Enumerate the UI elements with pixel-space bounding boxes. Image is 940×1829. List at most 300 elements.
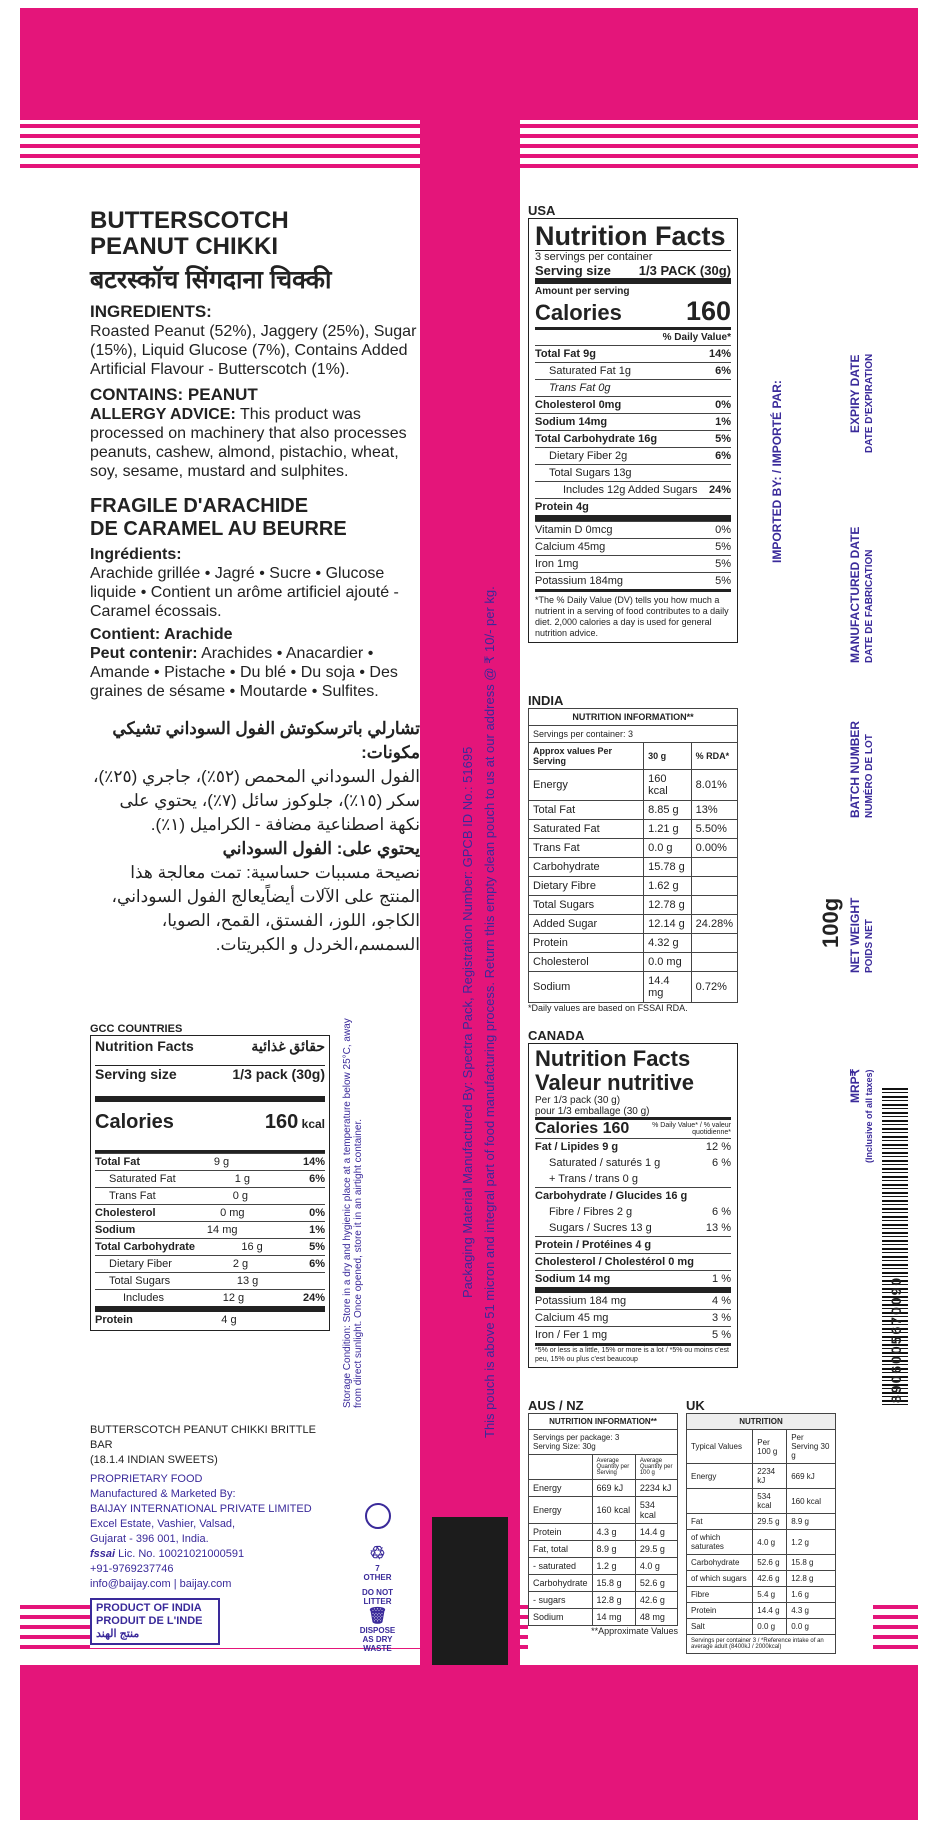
canada-row [535, 1326, 731, 1343]
uk-row [687, 1571, 836, 1587]
aus-row [529, 1592, 678, 1609]
gcc-cell: 12 g [222, 1292, 245, 1304]
recycle-label: OTHER [363, 1573, 392, 1582]
fr-may-text: Arachides • Anacardier • Amande • Pistache • Du blé • Du soja • Des graines de sésame • Moutarde • Sulfites. [90, 645, 398, 700]
gcc-calories-value [265, 1111, 325, 1134]
canada-cell: Saturated / saturés 1 g [549, 1157, 661, 1169]
canada-cell: Iron / Fer 1 mg [535, 1329, 608, 1341]
expiry-label: EXPIRY DATE [848, 354, 862, 433]
uk-cell: 0.0 g [787, 1619, 836, 1635]
usa-row [535, 447, 731, 464]
canada-row [535, 1171, 731, 1187]
india-cell [691, 877, 737, 896]
gcc-section [90, 1023, 330, 1331]
aus-cell: 14.4 g [635, 1524, 677, 1541]
canada-row [535, 1236, 731, 1253]
india-cell: 0.0 g [644, 839, 692, 858]
usa-cell: Total Fat 9g [535, 348, 596, 360]
canada-cell: 13 % [705, 1222, 731, 1234]
canada-per-en: Per 1/3 pack (30 g) [535, 1095, 621, 1106]
recycle-number: 7 [375, 1564, 380, 1573]
usa-footnote: *The % Daily Value (DV) tells you how much a nutrient in a serving of food contributes to a daily diet. 2,000 calories a day is used for general nutrition advice. [535, 589, 731, 639]
usa-dv-header: % Daily Value* [535, 327, 731, 345]
uk-cell: 12.8 g [787, 1571, 836, 1587]
canada-label: CANADA [528, 1028, 585, 1043]
usa-cell: Iron 1mg [535, 558, 579, 570]
uk-cell: 5.4 g [753, 1587, 787, 1603]
gcc-nf-title: Nutrition Facts [95, 1038, 194, 1054]
usa-cell: 24% [708, 484, 731, 496]
uk-cell: 42.6 g [753, 1571, 787, 1587]
origin-ar: منتج الهند [96, 1628, 140, 1640]
net-weight-value: 100g [818, 897, 843, 948]
fssai-license: Lic. No. 10021021000591 [118, 1548, 245, 1560]
india-cell [691, 858, 737, 877]
mrp-label: MRP₹ [848, 1068, 862, 1103]
gcc-row [95, 1170, 325, 1187]
canada-row [535, 1155, 731, 1171]
uk-row [687, 1489, 836, 1514]
gcc-cell: 6% [309, 1173, 325, 1185]
india-cell: Dietary Fibre [529, 877, 644, 896]
aus-cell: - sugars [529, 1592, 593, 1609]
india-cell: 0.0 mg [644, 953, 692, 972]
ingredients-heading: INGREDIENTS: [90, 302, 212, 321]
india-row [529, 953, 738, 972]
india-label: INDIA [528, 693, 564, 708]
aus-cell: Sodium [529, 1609, 593, 1626]
india-head-cell: % RDA* [691, 743, 737, 770]
usa-calories-value: 160 [685, 296, 731, 326]
gcc-serving-label: Serving size [95, 1066, 177, 1082]
usa-cell: Trans Fat 0g [549, 382, 611, 394]
aus-cell: Protein [529, 1524, 593, 1541]
uk-title: NUTRITION [687, 1414, 836, 1430]
india-row [529, 820, 738, 839]
india-servings-row [529, 726, 738, 743]
fr-contains: Contient: Arachide [90, 626, 233, 643]
canada-cell: + Trans / trans 0 g [549, 1173, 638, 1185]
canada-row [535, 1204, 731, 1220]
fr-ingredients: Arachide grillée • Jagré • Sucre • Glucose liquide • Contient un arôme artificiel ajouté - Caramel écossais. [90, 565, 399, 620]
usa-mineral-row [535, 555, 731, 572]
gcc-nf-title-ar: حقائق غذائية [251, 1038, 325, 1054]
india-cell: Total Fat [529, 801, 644, 820]
india-cell: Carbohydrate [529, 858, 644, 877]
mfd-label: MANUFACTURED DATE [848, 526, 862, 663]
aus-cell: 8.9 g [592, 1541, 635, 1558]
contact-email[interactable]: info@baijay.com | baijay.com [90, 1578, 232, 1590]
fr-may-contain [90, 644, 420, 701]
india-row [529, 770, 738, 801]
aus-row [529, 1575, 678, 1592]
recycle-icon: ♲ [369, 1543, 386, 1563]
netwt-label-fr: POIDS NET [864, 919, 875, 973]
usa-cell: 5% [715, 558, 731, 570]
usa-cell: 5% [715, 541, 731, 553]
india-cell: 5.50% [691, 820, 737, 839]
aus-cell: 12.8 g [592, 1592, 635, 1609]
uk-section [686, 1398, 836, 1654]
uk-cell: 8.9 g [787, 1514, 836, 1530]
usa-mineral-row [535, 538, 731, 555]
aus-cell: 4.0 g [635, 1558, 677, 1575]
aus-cell: 14 mg [592, 1609, 635, 1626]
proprietary-food: PROPRIETARY FOOD [90, 1473, 203, 1485]
usa-mineral-row [535, 521, 731, 538]
canada-cell: 5 % [712, 1329, 731, 1341]
uk-cell: 1.2 g [787, 1530, 836, 1555]
gcc-kcal: kcal [301, 1117, 325, 1131]
india-cell [691, 953, 737, 972]
aus-cell: 1.2 g [592, 1558, 635, 1575]
india-head-row [529, 743, 738, 770]
gcc-row [95, 1289, 325, 1306]
aus-meta [529, 1430, 678, 1455]
gcc-rows [95, 1150, 325, 1328]
uk-row [687, 1619, 836, 1635]
gcc-cell: 24% [302, 1292, 325, 1304]
canada-cell: Protein / Protéines 4 g [535, 1239, 652, 1251]
uk-label: UK [686, 1398, 705, 1413]
usa-cell: Sodium 14mg [535, 416, 608, 428]
gcc-cell: 4 g [221, 1314, 237, 1326]
uk-cell: 2234 kJ [753, 1464, 787, 1489]
usa-row [535, 396, 731, 413]
uk-footnote: Servings per container 3 / *Reference intake of an average adult (8400kJ / 2000kcal) [687, 1635, 836, 1654]
usa-label: USA [528, 203, 556, 218]
india-row [529, 801, 738, 820]
gcc-nutrition-facts [90, 1035, 330, 1331]
bin-icon: 🗑 [367, 1608, 388, 1625]
aus-head-row [529, 1455, 678, 1480]
gcc-cell: Cholesterol [95, 1207, 156, 1219]
india-row [529, 934, 738, 953]
india-footnote: *Daily values are based on FSSAI RDA. [528, 1003, 688, 1013]
uk-cell: 4.0 g [753, 1530, 787, 1555]
india-row [529, 972, 738, 1003]
india-table [528, 708, 738, 1003]
canada-calories [535, 1117, 731, 1138]
gcc-cell: 2 g [232, 1258, 249, 1270]
usa-nutrition-facts [528, 218, 738, 643]
gcc-calories-label: Calories [95, 1111, 174, 1133]
aus-title: NUTRITION INFORMATION** [529, 1414, 678, 1430]
aus-section [528, 1398, 678, 1637]
uk-cell: Fibre [687, 1587, 753, 1603]
uk-foot-row [687, 1635, 836, 1654]
veg-mark-icon [365, 1503, 391, 1529]
india-head-cell: 30 g [644, 743, 692, 770]
manufacturer-block [90, 1423, 340, 1645]
usa-cell: Calcium 45mg [535, 541, 606, 553]
uk-row [687, 1587, 836, 1603]
aus-row [529, 1480, 678, 1497]
aus-head-cell [529, 1455, 593, 1480]
gcc-serving-value: 1/3 pack (30g) [232, 1066, 325, 1082]
gcc-cell: 14% [302, 1156, 325, 1168]
usa-mineral-row [535, 572, 731, 589]
aus-row [529, 1497, 678, 1524]
aus-cell: - saturated [529, 1558, 593, 1575]
canada-row [535, 1220, 731, 1236]
aus-row [529, 1609, 678, 1626]
aus-cell: Fat, total [529, 1541, 593, 1558]
seam-text-2: This pouch is above 51 micron and integral part of food manufacturing process. Return this empty clean pouch to us at our address @ ₹ 10/- per kg. [482, 586, 497, 1438]
usa-row [535, 345, 731, 362]
uk-cell: 160 kcal [787, 1489, 836, 1514]
canada-cell: 6 % [712, 1157, 731, 1169]
india-cell [691, 896, 737, 915]
usa-nf-title: Nutrition Facts [535, 221, 726, 251]
aus-size: Serving Size: 30g [533, 1442, 596, 1451]
pack-seam [420, 8, 520, 1820]
canada-nutrition-facts [528, 1043, 738, 1368]
product-title-en [90, 208, 420, 260]
origin-en: PRODUCT OF INDIA [96, 1602, 202, 1614]
barcode-number: 8906005670090 [888, 1275, 904, 1403]
product-title-fr [90, 495, 420, 541]
usa-serving-size [535, 263, 731, 278]
batch-label-fr: NUMÉRO DE LOT [864, 734, 875, 818]
india-row [529, 896, 738, 915]
usa-cell: Total Sugars 13g [549, 467, 632, 479]
aus-cell: Energy [529, 1497, 593, 1524]
canada-cell: Potassium 184 mg [535, 1295, 627, 1307]
india-cell: Protein [529, 934, 644, 953]
uk-cell: Salt [687, 1619, 753, 1635]
mfd-label-fr: DATE DE FABRICATION [864, 549, 875, 663]
fr-title-1: FRAGILE D'ARACHIDE [90, 495, 309, 517]
gcc-nf-titles [95, 1038, 325, 1055]
india-cell: 0.00% [691, 839, 737, 858]
fr-title-2: DE CARAMEL AU BEURRE [90, 518, 347, 540]
usa-row [535, 362, 731, 379]
gcc-cell: Dietary Fiber [109, 1258, 172, 1270]
canada-row [535, 1253, 731, 1270]
canada-row [535, 1138, 731, 1155]
title-line-1: BUTTERSCOTCH [90, 207, 289, 234]
usa-cell: 14% [708, 348, 731, 360]
usa-serving-value: 1/3 PACK (30g) [638, 263, 731, 278]
usa-cell: Potassium 184mg [535, 575, 624, 587]
canada-cell: Cholesterol / Cholestérol 0 mg [535, 1256, 694, 1268]
usa-cell: Total Carbohydrate 16g [535, 433, 658, 445]
canada-cell: 6 % [712, 1206, 731, 1218]
uk-cell: 14.4 g [753, 1603, 787, 1619]
uk-cell: Protein [687, 1603, 753, 1619]
usa-section [528, 203, 738, 643]
canada-cell: 4 % [712, 1295, 731, 1307]
uk-row [687, 1603, 836, 1619]
usa-cell: Vitamin D 0mcg [535, 524, 613, 536]
allergy-heading: ALLERGY ADVICE: [90, 406, 236, 423]
uk-cell: 0.0 g [753, 1619, 787, 1635]
seam-text-1: Packaging Material Manufactured By: Spectra Pack, Registration Number: GPCB ID No.: 51695 [460, 746, 475, 1298]
gcc-cell: 14 mg [206, 1224, 238, 1236]
gcc-row [95, 1204, 325, 1221]
gcc-cell: 6% [309, 1258, 325, 1270]
usa-row [535, 464, 731, 481]
imported-by: IMPORTED BY: / IMPORTÉ PAR: [770, 380, 784, 563]
aus-cell: 2234 kJ [635, 1480, 677, 1497]
uk-cell: 1.6 g [787, 1587, 836, 1603]
usa-cell: 6% [715, 365, 731, 377]
usa-cell: 5% [715, 575, 731, 587]
india-cell: 12.78 g [644, 896, 692, 915]
aus-row [529, 1541, 678, 1558]
gcc-cell: 13 g [236, 1275, 259, 1287]
netwt-label: NET WEIGHT [848, 897, 862, 973]
disposal-icons [355, 1503, 400, 1653]
usa-row [535, 413, 731, 430]
dispose-text: DISPOSE AS DRY WASTE [359, 1626, 396, 1653]
ar-title: تشارلي باترسكوتش الفول السوداني تشيكي [112, 719, 420, 738]
canada-cell: 12 % [705, 1141, 731, 1153]
fr-ingredients-heading: Ingrédients: [90, 546, 182, 563]
uk-cell [687, 1489, 753, 1514]
usa-cell: Saturated Fat 1g [549, 365, 631, 377]
gcc-cell: 1 g [234, 1173, 251, 1185]
allergy-advice [90, 405, 420, 481]
canada-row [535, 1187, 731, 1204]
aus-table [528, 1413, 678, 1626]
aus-cell: 29.5 g [635, 1541, 677, 1558]
usa-cell: 1% [715, 416, 731, 428]
india-head-cell: Approx values Per Serving [529, 743, 644, 770]
gcc-cell: 0% [309, 1207, 325, 1219]
usa-cell: Includes 12g Added Sugars [563, 484, 698, 496]
product-title-hi: बटरस्कॉच सिंगदाना चिक्की [90, 266, 332, 294]
aus-cell: 15.8 g [592, 1575, 635, 1592]
canada-dv: % Daily Value* / % valeur quotidienne* [652, 1122, 731, 1136]
canada-row [535, 1270, 731, 1287]
uk-row [687, 1514, 836, 1530]
usa-cell: 0% [715, 524, 731, 536]
india-cell: 15.78 g [644, 858, 692, 877]
india-title: NUTRITION INFORMATION** [529, 709, 738, 726]
batch-label: BATCH NUMBER [848, 720, 862, 818]
uk-head-row [687, 1430, 836, 1464]
gcc-row [95, 1153, 325, 1170]
india-cell: Trans Fat [529, 839, 644, 858]
gcc-row [95, 1221, 325, 1238]
gcc-row [95, 1255, 325, 1272]
usa-row [535, 430, 731, 447]
origin-box [90, 1598, 220, 1645]
gcc-serving [95, 1065, 325, 1082]
canada-per-fr: pour 1/3 emballage (30 g) [535, 1106, 650, 1117]
india-cell: 8.85 g [644, 801, 692, 820]
gcc-row [95, 1306, 325, 1328]
no-litter-text: DO NOT LITTER [361, 1588, 394, 1606]
expiry-label-fr: DATE D'EXPIRATION [864, 353, 875, 453]
canada-footnote: *5% or less is a little, 15% or more is a lot / *5% ou moins c'est peu, 15% ou plus c'est beaucoup [535, 1343, 731, 1364]
storage-condition: Storage Condition: Store in a dry and hygienic place at a temperature below 25°C, away from direct sunlight. Once opened, store it in an airtight container. [342, 1018, 364, 1408]
uk-title-row [687, 1414, 836, 1430]
contains-text: CONTAINS: PEANUT [90, 385, 258, 404]
india-cell: 24.28% [691, 915, 737, 934]
canada-section [528, 1028, 738, 1368]
india-cell: 8.01% [691, 770, 737, 801]
india-row [529, 915, 738, 934]
fssai-line [90, 1547, 340, 1562]
usa-serving-label: Serving size [535, 263, 611, 278]
india-cell: Added Sugar [529, 915, 644, 934]
gcc-cell: 9 g [213, 1156, 230, 1168]
product-name: BUTTERSCOTCH PEANUT CHIKKI BRITTLE BAR [90, 1424, 316, 1451]
aus-label: AUS / NZ [528, 1398, 584, 1413]
gcc-calories [95, 1096, 325, 1136]
manufactured-by: Manufactured & Marketed By: [90, 1488, 236, 1500]
uk-head-cell: Typical Values [687, 1430, 753, 1464]
aus-head-cell: Average Quantity per Serving [592, 1455, 635, 1480]
uk-cell: 669 kJ [787, 1464, 836, 1489]
canada-title-fr: Valeur nutritive [535, 1070, 694, 1095]
usa-cell: Protein 4g [535, 501, 589, 513]
usa-cell: Dietary Fiber 2g [549, 450, 628, 462]
gcc-cal-number: 160 [264, 1111, 299, 1133]
canada-cell: Carbohydrate / Glucides 16 g [535, 1190, 688, 1202]
aus-cell: Carbohydrate [529, 1575, 593, 1592]
canada-cell: Fibre / Fibres 2 g [549, 1206, 633, 1218]
india-cell: Energy [529, 770, 644, 801]
uk-row [687, 1530, 836, 1555]
usa-row [535, 481, 731, 498]
title-line-2: PEANUT CHIKKI [90, 233, 279, 260]
india-cell: 160 kcal [644, 770, 692, 801]
mrp-sublabel: (Inclusive of all taxes) [864, 1069, 874, 1163]
usa-row [535, 379, 731, 396]
ingredients-text: Roasted Peanut (52%), Jaggery (25%), Sugar (15%), Liquid Glucose (7%), Contains Added Artificial Flavour - Butterscotch (1%). [90, 323, 417, 378]
india-row [529, 877, 738, 896]
canada-cell: Sugars / Sucres 13 g [549, 1222, 652, 1234]
uk-row [687, 1464, 836, 1489]
canada-cell: Sodium 14 mg [535, 1273, 611, 1285]
india-cell: 12.14 g [644, 915, 692, 934]
india-title-row [529, 709, 738, 726]
india-cell [691, 934, 737, 953]
phone-number: +91-9769237746 [90, 1563, 174, 1575]
gcc-cell: Total Sugars [109, 1275, 171, 1287]
uk-cell: Energy [687, 1464, 753, 1489]
origin-fr: PRODUIT DE L'INDE [96, 1615, 203, 1627]
aus-cell: 160 kcal [592, 1497, 635, 1524]
uk-cell: of which saturates [687, 1530, 753, 1555]
gcc-cell: Protein [95, 1314, 133, 1326]
company-name: BAIJAY INTERNATIONAL PRIVATE LIMITED [90, 1503, 312, 1515]
aus-footnote: **Approximate Values [591, 1626, 678, 1636]
aus-cell: 669 kJ [592, 1480, 635, 1497]
gcc-cell: 0 g [232, 1190, 248, 1202]
usa-cell: 0% [715, 399, 731, 411]
gcc-row [95, 1272, 325, 1289]
canada-title-en: Nutrition Facts [535, 1046, 691, 1071]
aus-row [529, 1524, 678, 1541]
india-cell: 0.72% [691, 972, 737, 1003]
india-row [529, 858, 738, 877]
india-cell: Total Sugars [529, 896, 644, 915]
gcc-cell: Saturated Fat [109, 1173, 176, 1185]
usa-amount: Amount per serving [535, 278, 731, 297]
allergy-text: This product was processed on machinery that also processes peanuts, cashew, almond, pistachio, wheat, soy, sesame, mustard and sulphites. [90, 406, 407, 480]
right-panel [528, 203, 873, 1653]
gcc-heading: GCC COUNTRIES [90, 1023, 183, 1035]
usa-calories-label: Calories [535, 300, 622, 325]
india-cell: 13% [691, 801, 737, 820]
uk-cell: 15.8 g [787, 1555, 836, 1571]
aus-cell: 52.6 g [635, 1575, 677, 1592]
